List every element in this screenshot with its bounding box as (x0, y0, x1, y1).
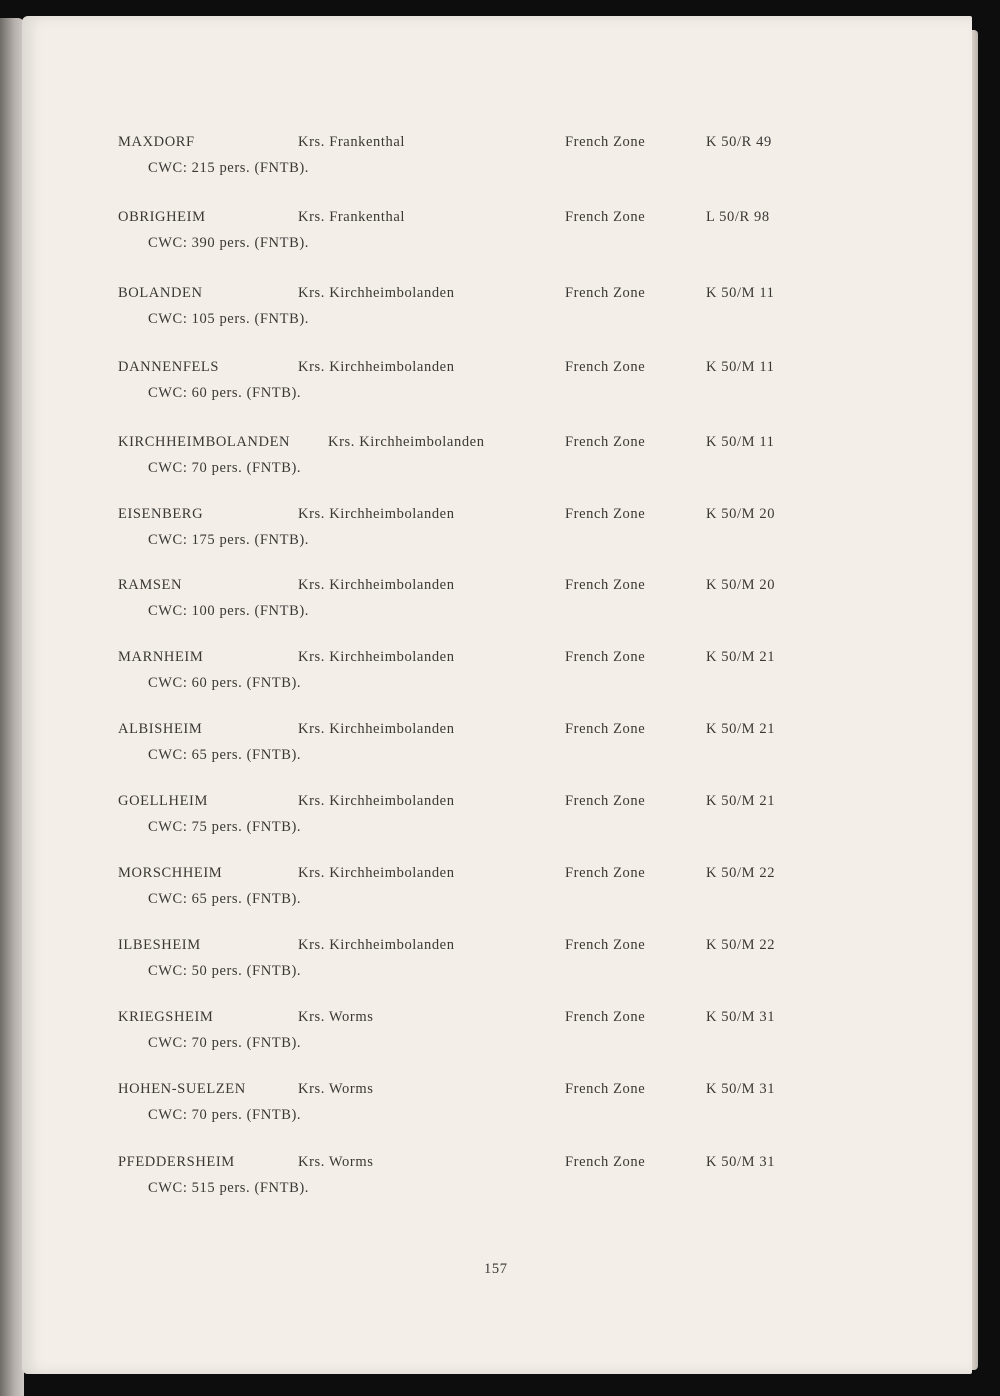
district: Krs. Frankenthal (298, 209, 406, 225)
place-name: GOELLHEIM (118, 793, 208, 809)
cwc-detail: CWC: 515 pers. (FNTB). (148, 1180, 310, 1196)
zone: French Zone (565, 577, 646, 593)
zone: French Zone (565, 359, 646, 375)
cwc-detail: CWC: 105 pers. (FNTB). (148, 311, 310, 327)
place-name: RAMSEN (118, 577, 183, 593)
cwc-detail: CWC: 60 pers. (FNTB). (148, 675, 302, 691)
entry (22, 1154, 972, 1214)
adjacent-page-edge (0, 18, 24, 1396)
place-name: KIRCHHEIMBOLANDEN (118, 434, 291, 450)
cwc-detail: CWC: 50 pers. (FNTB). (148, 963, 302, 979)
zone: French Zone (565, 506, 646, 522)
grid-reference: K 50/M 11 (706, 434, 775, 450)
place-name: HOHEN-SUELZEN (118, 1081, 246, 1097)
zone: French Zone (565, 1154, 646, 1170)
grid-reference: K 50/M 11 (706, 285, 775, 301)
district: Krs. Kirchheimbolanden (298, 721, 455, 737)
cwc-detail: CWC: 65 pers. (FNTB). (148, 747, 302, 763)
entry (22, 285, 972, 345)
grid-reference: K 50/M 21 (706, 649, 776, 665)
entry (22, 1009, 972, 1069)
place-name: ILBESHEIM (118, 937, 201, 953)
zone: French Zone (565, 434, 646, 450)
place-name: OBRIGHEIM (118, 209, 206, 225)
grid-reference: K 50/M 31 (706, 1009, 776, 1025)
cwc-detail: CWC: 100 pers. (FNTB). (148, 603, 310, 619)
place-name: EISENBERG (118, 506, 204, 522)
zone: French Zone (565, 134, 646, 150)
grid-reference: K 50/M 20 (706, 506, 776, 522)
entry (22, 649, 972, 709)
district: Krs. Kirchheimbolanden (298, 506, 455, 522)
place-name: MARNHEIM (118, 649, 204, 665)
district: Krs. Kirchheimbolanden (298, 865, 455, 881)
grid-reference: K 50/M 31 (706, 1081, 776, 1097)
zone: French Zone (565, 721, 646, 737)
entry (22, 434, 972, 494)
entry (22, 506, 972, 566)
place-name: DANNENFELS (118, 359, 220, 375)
cwc-detail: CWC: 390 pers. (FNTB). (148, 235, 310, 251)
district: Krs. Kirchheimbolanden (298, 649, 455, 665)
entry (22, 937, 972, 997)
place-name: ALBISHEIM (118, 721, 203, 737)
district: Krs. Worms (298, 1009, 374, 1025)
grid-reference: K 50/M 31 (706, 1154, 776, 1170)
cwc-detail: CWC: 215 pers. (FNTB). (148, 160, 310, 176)
grid-reference: K 50/M 21 (706, 793, 776, 809)
grid-reference: K 50/M 21 (706, 721, 776, 737)
district: Krs. Kirchheimbolanden (298, 793, 455, 809)
place-name: MORSCHHEIM (118, 865, 223, 881)
grid-reference: K 50/M 11 (706, 359, 775, 375)
zone: French Zone (565, 649, 646, 665)
entry (22, 865, 972, 925)
entry (22, 209, 972, 269)
document-page (22, 16, 972, 1374)
zone: French Zone (565, 865, 646, 881)
zone: French Zone (565, 209, 646, 225)
page-number: 157 (484, 1261, 508, 1277)
cwc-detail: CWC: 60 pers. (FNTB). (148, 385, 302, 401)
district: Krs. Kirchheimbolanden (298, 577, 455, 593)
grid-reference: K 50/R 49 (706, 134, 772, 150)
zone: French Zone (565, 285, 646, 301)
zone: French Zone (565, 793, 646, 809)
grid-reference: K 50/M 20 (706, 577, 776, 593)
zone: French Zone (565, 1081, 646, 1097)
cwc-detail: CWC: 70 pers. (FNTB). (148, 1035, 302, 1051)
cwc-detail: CWC: 65 pers. (FNTB). (148, 891, 302, 907)
cwc-detail: CWC: 70 pers. (FNTB). (148, 1107, 302, 1123)
district: Krs. Frankenthal (298, 134, 406, 150)
district: Krs. Worms (298, 1081, 374, 1097)
cwc-detail: CWC: 75 pers. (FNTB). (148, 819, 302, 835)
grid-reference: L 50/R 98 (706, 209, 770, 225)
grid-reference: K 50/M 22 (706, 937, 776, 953)
district: Krs. Kirchheimbolanden (298, 285, 455, 301)
place-name: KRIEGSHEIM (118, 1009, 214, 1025)
entry (22, 359, 972, 419)
place-name: MAXDORF (118, 134, 195, 150)
cwc-detail: CWC: 70 pers. (FNTB). (148, 460, 302, 476)
grid-reference: K 50/M 22 (706, 865, 776, 881)
entry (22, 793, 972, 853)
place-name: BOLANDEN (118, 285, 203, 301)
entry (22, 134, 972, 194)
district: Krs. Kirchheimbolanden (298, 937, 455, 953)
entry (22, 721, 972, 781)
entry (22, 1081, 972, 1141)
zone: French Zone (565, 937, 646, 953)
district: Krs. Worms (298, 1154, 374, 1170)
zone: French Zone (565, 1009, 646, 1025)
district: Krs. Kirchheimbolanden (298, 359, 455, 375)
cwc-detail: CWC: 175 pers. (FNTB). (148, 532, 310, 548)
district: Krs. Kirchheimbolanden (328, 434, 485, 450)
place-name: PFEDDERSHEIM (118, 1154, 235, 1170)
entry (22, 577, 972, 637)
